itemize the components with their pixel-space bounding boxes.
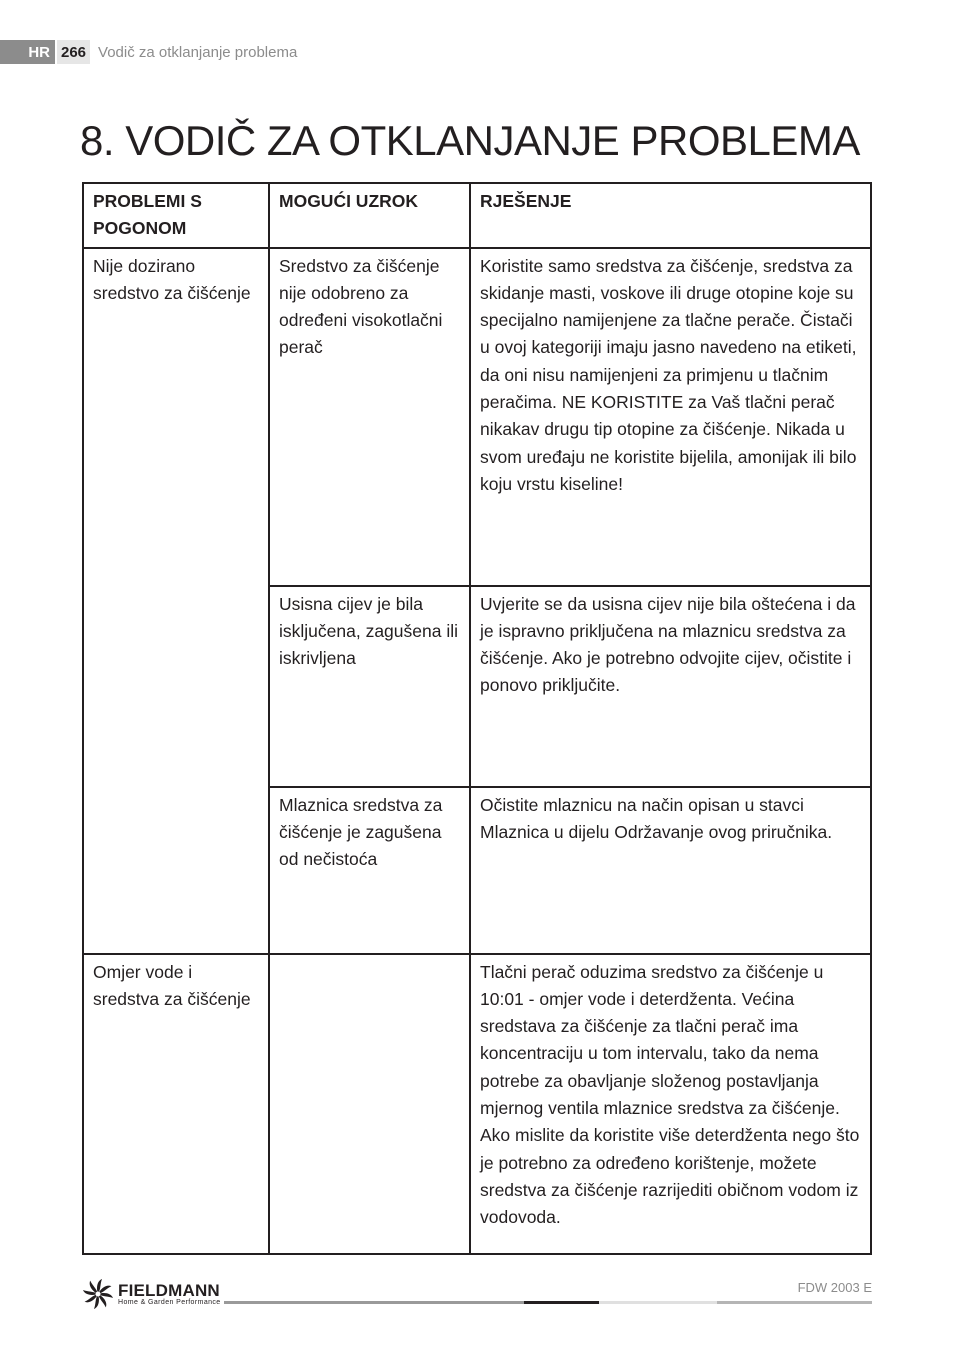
column-header-problem: PROBLEMI S POGONOM bbox=[83, 183, 269, 248]
solution-cell: Koristite samo sredstva za čišćenje, sredstva za skidanje masti, voskove ili druge otopine koje su specijalno namijenjene za tlačne perače. Čistači u ovoj kategoriji imaju jasno navedeno na etiketi, da oni nisu namijenjeni za primjenu u tlačnim peračima. NE KORISTITE za Vaš tlačni perač nikakav drugu tip otopine za čišćenje. Nikada u svom uređaju ne koristite bijelila, amonijak ili bilo koju vrstu kiseline! bbox=[470, 248, 871, 586]
table-header-row bbox=[83, 183, 871, 248]
footer-bar-gray bbox=[224, 1301, 524, 1304]
footer-bar-mid bbox=[717, 1301, 872, 1304]
problem-cell: Omjer vode i sredstva za čišćenje bbox=[83, 954, 269, 1254]
table-row bbox=[83, 954, 871, 1254]
brand-name: FIELDMANN bbox=[118, 1280, 220, 1300]
language-tag: HR bbox=[0, 40, 55, 64]
page-header bbox=[0, 40, 297, 64]
problem-cell: Nije dozirano sredstvo za čišćenje bbox=[83, 248, 269, 954]
cause-cell: Usisna cijev je bila isključena, zagušena ili iskrivljena bbox=[269, 586, 470, 787]
cause-cell bbox=[269, 954, 470, 1254]
brand-tagline: Home & Garden Performance bbox=[118, 1298, 221, 1306]
brand-logo bbox=[82, 1278, 221, 1310]
model-number: FDW 2003 E bbox=[797, 1280, 872, 1295]
column-header-cause: MOGUĆI UZROK bbox=[269, 183, 470, 248]
cause-cell: Mlaznica sredstva za čišćenje je zagušena od nečistoća bbox=[269, 787, 470, 954]
troubleshooting-table bbox=[82, 182, 872, 1255]
header-title: Vodič za otklanjanje problema bbox=[98, 43, 298, 61]
solution-cell: Očistite mlaznicu na način opisan u stavci Mlaznica u dijelu Održavanje ovog priručnika. bbox=[470, 787, 871, 954]
solution-cell: Uvjerite se da usisna cijev nije bila oštećena i da je ispravno priključena na mlaznicu sredstva za čišćenje. Ako je potrebno odvojite cijev, očistite i ponovo priključite. bbox=[470, 586, 871, 787]
solution-cell: Tlačni perač oduzima sredstvo za čišćenje u 10:01 - omjer vode i deterdženta. Većina sredstava za čišćenje za tlačni perač ima koncentraciju u tom intervalu, tako da nema potrebe za obavljanje složenog postavljanja mjernog ventila mlaznice sredstva za čišćenje. Ako mislite da koristite više deterdženta nego što je potrebno za određeno korištenje, možete sredstva za čišćenje razrijediti običnom vodom iz vodovoda. bbox=[470, 954, 871, 1254]
footer-bar-light bbox=[599, 1301, 717, 1304]
page-title: 8. VODIČ ZA OTKLANJANJE PROBLEMA bbox=[80, 117, 860, 164]
cause-cell: Sredstvo za čišćenje nije odobreno za određeni visokotlačni perač bbox=[269, 248, 470, 586]
fan-logo-icon bbox=[82, 1278, 114, 1310]
footer-bar-dark bbox=[524, 1301, 599, 1304]
column-header-solution: RJEŠENJE bbox=[470, 183, 871, 248]
page-number: 266 bbox=[57, 40, 90, 64]
table-row bbox=[83, 248, 871, 586]
